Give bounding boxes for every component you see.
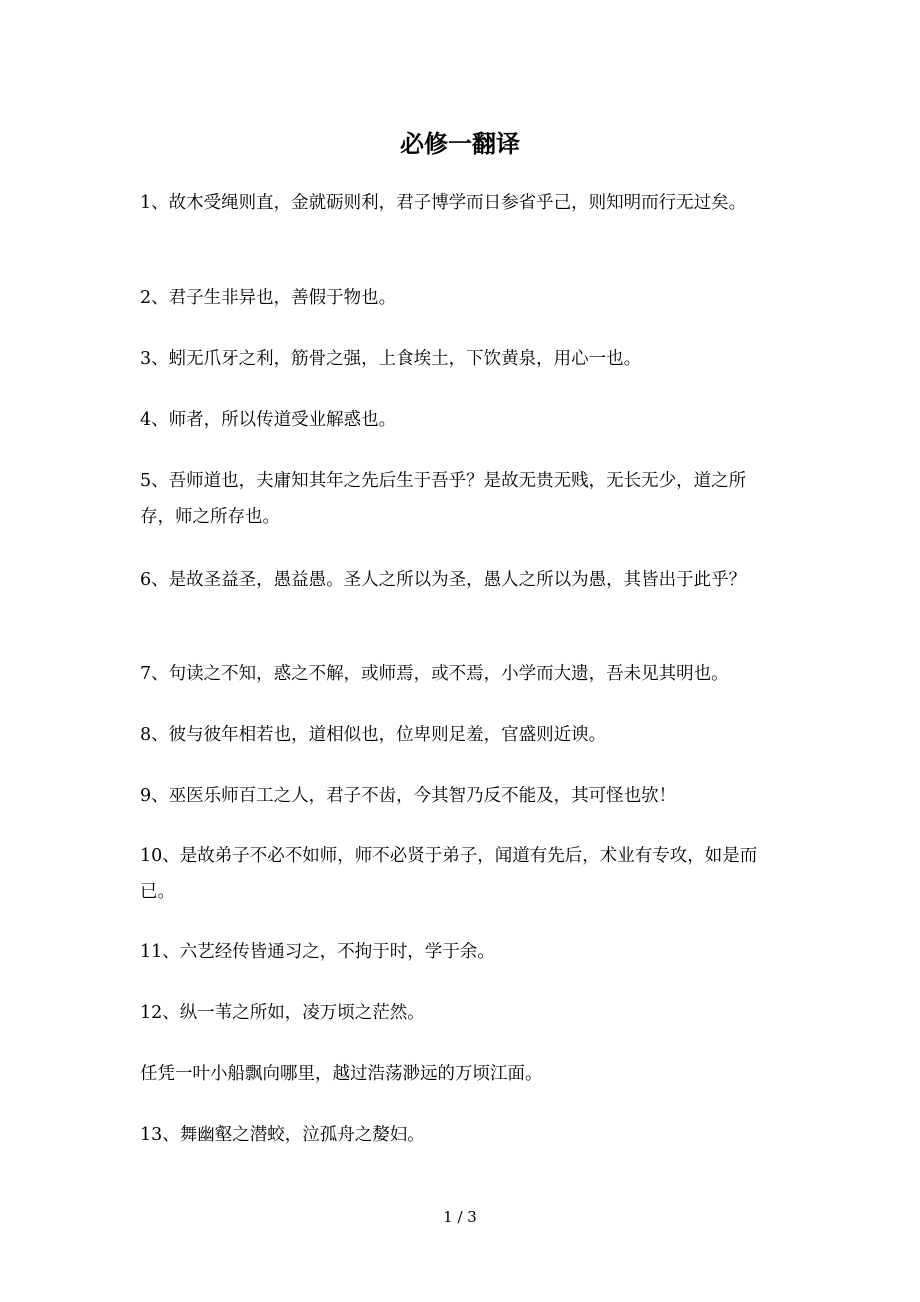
- item-8: 8、彼与彼年相若也，道相似也，位卑则足羞，官盛则近谀。: [140, 725, 607, 745]
- item-4: 4、师者，所以传道受业解惑也。: [140, 410, 397, 430]
- item-2: 2、君子生非异也，善假于物也。: [140, 288, 397, 308]
- item-1: 1、故木受绳则直，金就砺则利，君子博学而日参省乎己，则知明而行无过矣。: [140, 193, 747, 213]
- item-3: 3、蚓无爪牙之利，筋骨之强，上食埃土，下饮黄泉，用心一也。: [140, 349, 642, 369]
- item-11: 11、六艺经传皆通习之，不拘于时，学于余。: [140, 942, 495, 962]
- item-9: 9、巫医乐师百工之人，君子不齿，今其智乃反不能及，其可怪也欤！: [140, 786, 677, 806]
- item-5: 5、吾师道也，夫庸知其年之先后生于吾乎？是故无贵无贱，无长无少，道之所存，师之所存也。: [140, 471, 747, 527]
- item-13: 13、舞幽壑之潜蛟，泣孤舟之嫠妇。: [140, 1125, 425, 1145]
- item-6: 6、是故圣益圣，愚益愚。圣人之所以为圣，愚人之所以为愚，其皆出于此乎？: [140, 570, 747, 590]
- item-12-translation: 任凭一叶小船飘向哪里，越过浩荡渺远的万顷江面。: [140, 1064, 543, 1084]
- item-12: 12、纵一苇之所如，凌万顷之茫然。: [140, 1003, 425, 1023]
- document-title: 必修一翻译: [400, 129, 520, 158]
- page-number: 1 / 3: [443, 1208, 477, 1226]
- item-10: 10、是故弟子不必不如师，师不必贤于弟子，闻道有先后，术业有专攻，如是而已。: [140, 846, 758, 902]
- item-7: 7、句读之不知，惑之不解，或师焉，或不焉，小学而大遗，吾未见其明也。: [140, 664, 729, 684]
